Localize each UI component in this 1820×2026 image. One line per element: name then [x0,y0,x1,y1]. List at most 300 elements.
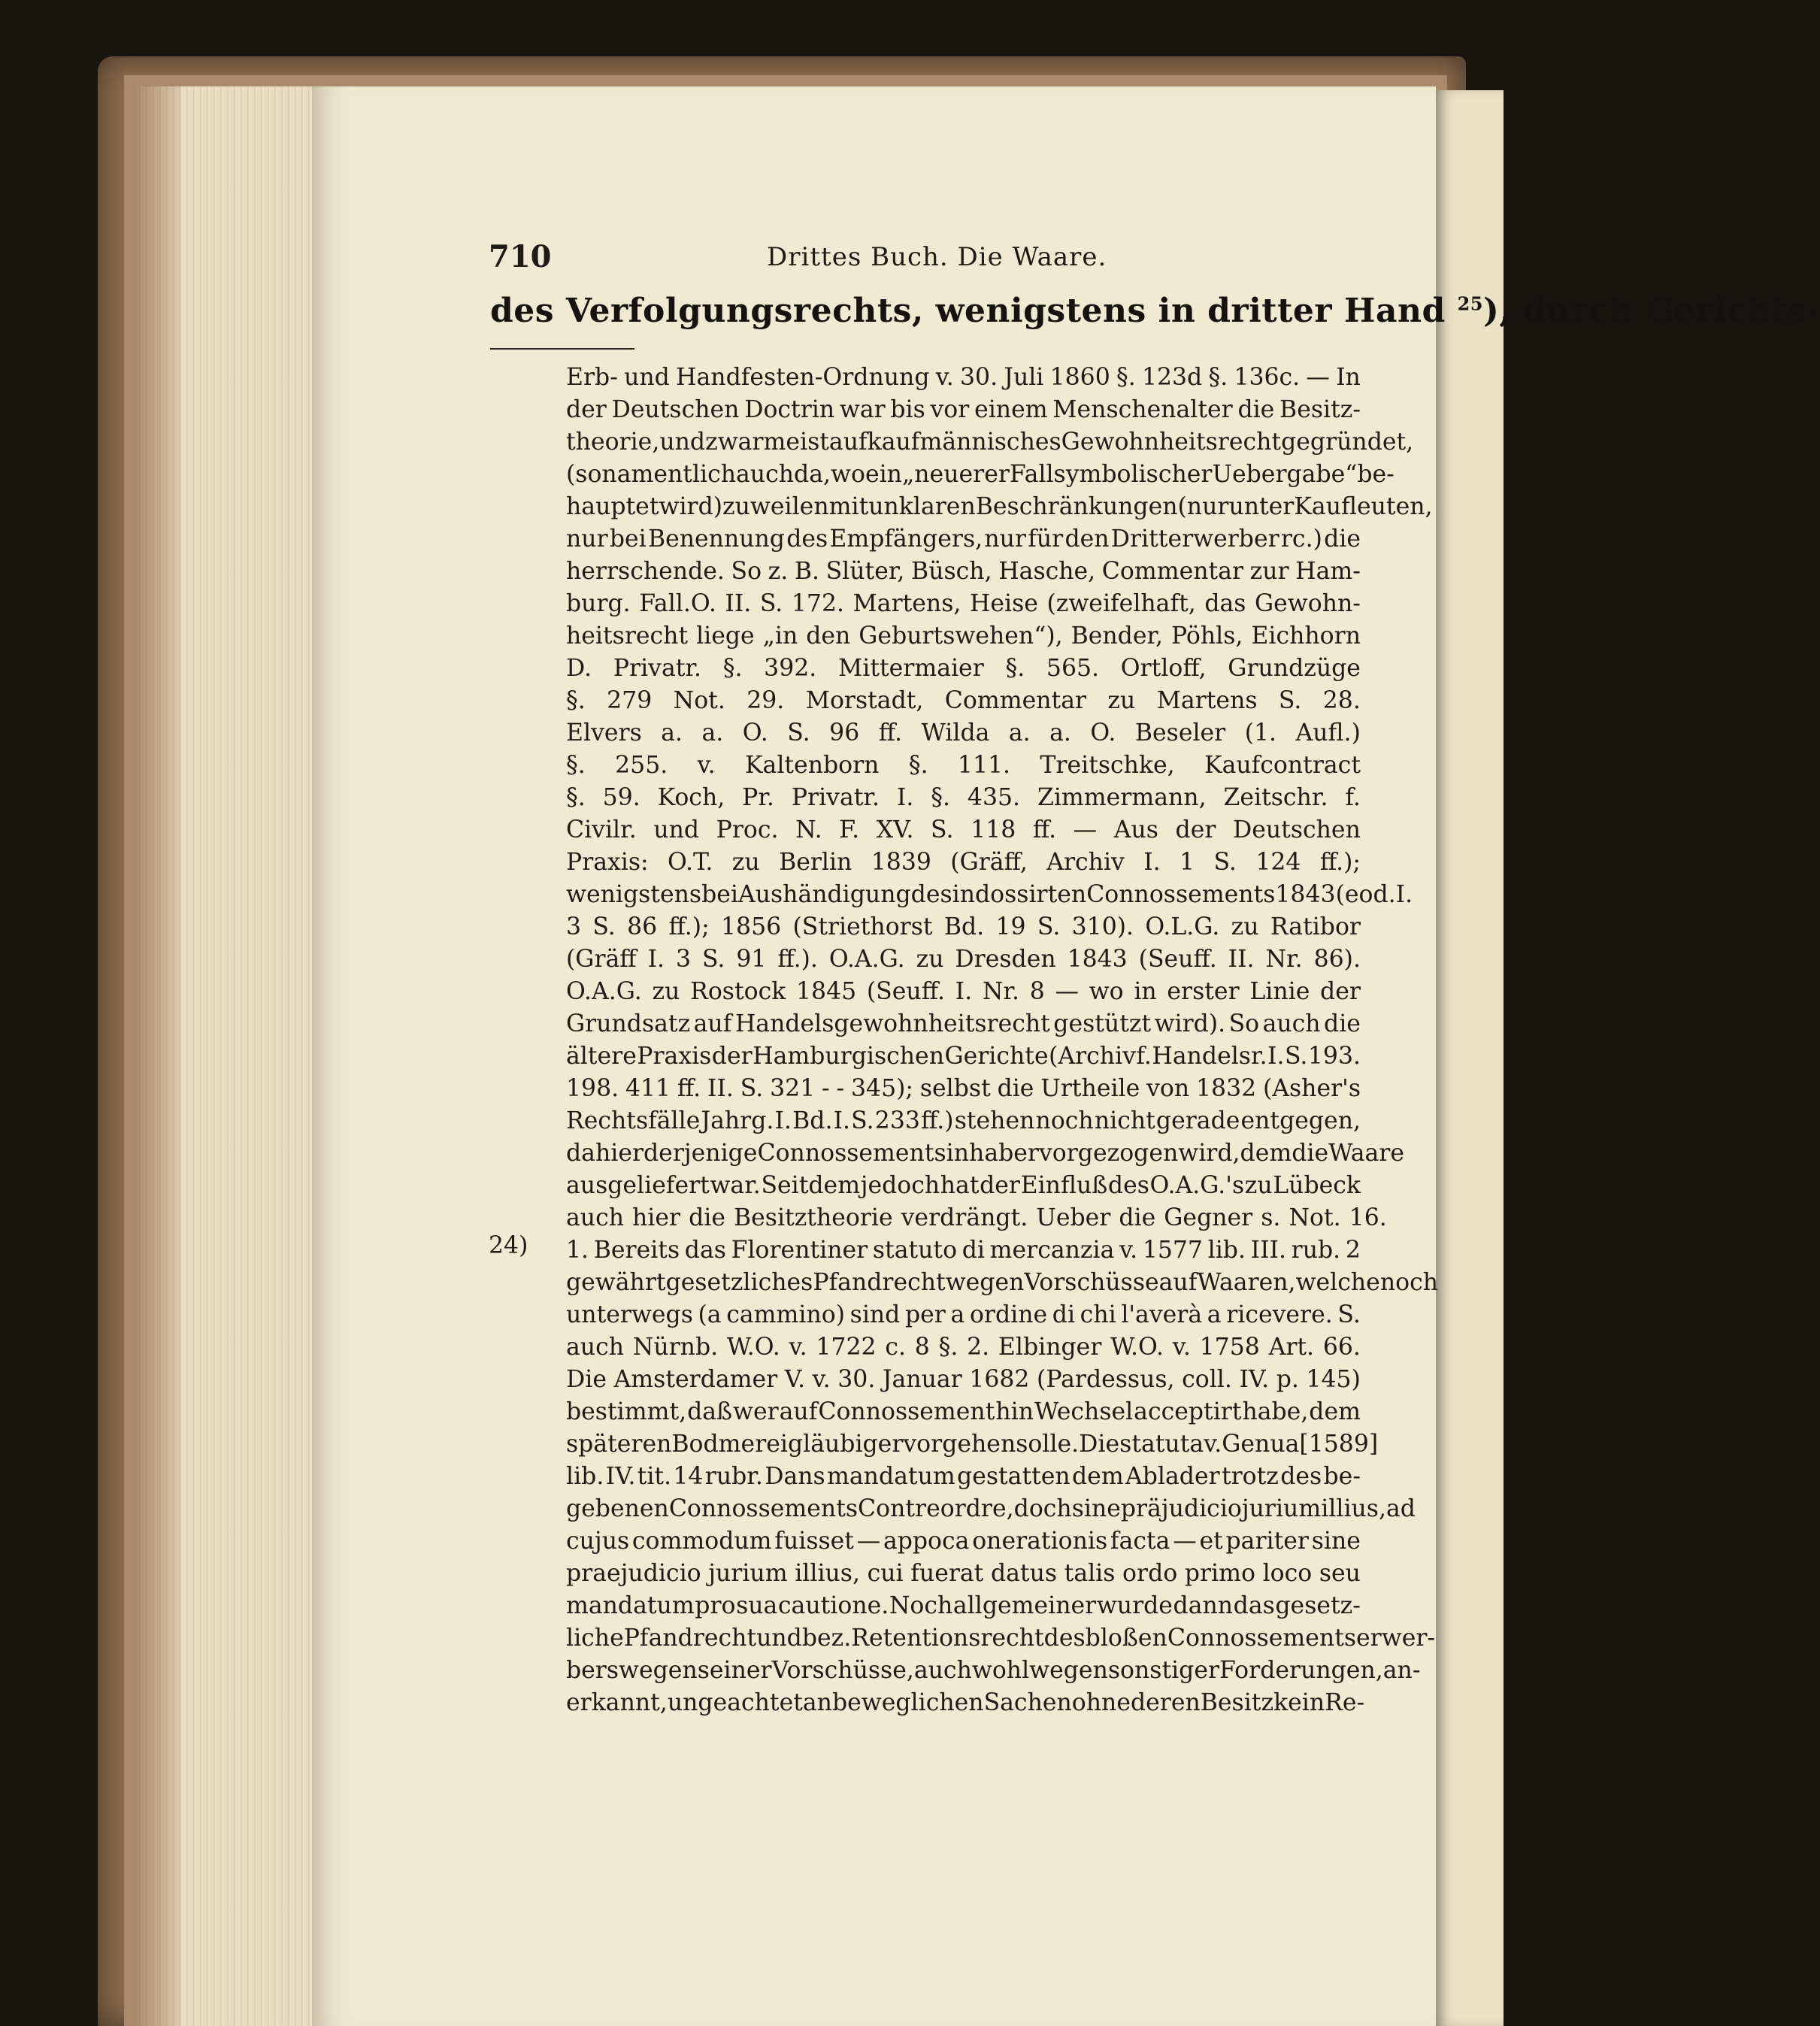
word: Zeitschr. [1223,784,1328,811]
running-head [489,239,1376,284]
page-number: 710 [489,239,552,274]
word: rub. [1291,1237,1341,1264]
word: des [1280,1463,1322,1490]
word: die [1324,525,1361,553]
word: des [910,881,952,908]
word: der [566,396,607,423]
word: 193. [1307,1043,1361,1070]
word: habe, [1242,1398,1309,1425]
word: a. [1008,719,1031,747]
word: Koch, [657,784,725,811]
footnote-line [489,717,1361,750]
word: Bender, [1070,622,1164,650]
word: zu [652,978,680,1005]
word: unterwegs [566,1301,693,1328]
word: Hamburgischen [753,1043,944,1070]
word: W.O. [726,1334,780,1361]
word: illius, [1321,1495,1386,1522]
word: der [711,1043,753,1070]
word: Aus [1113,816,1158,843]
word: Re- [1325,1689,1365,1716]
word: I. [1143,849,1161,876]
word: 136c. [1234,364,1301,391]
word: 96 [829,719,860,747]
word: loco [1262,1560,1313,1587]
word: III. [1250,1237,1286,1264]
footnote-line [489,814,1361,846]
word: (Gräff, [950,849,1028,876]
word: auch [566,1334,624,1361]
word: B. [794,558,819,585]
facing-page-strip [1436,90,1504,2026]
word: 233 [874,1107,920,1134]
word: ordine [969,1301,1048,1328]
word: S. [1037,913,1061,940]
word: O.A.G. [828,946,905,973]
word: Büsch, [911,558,992,585]
word: 345); [851,1075,914,1102]
word: Connossements [1086,881,1276,908]
word: D. [566,655,592,682]
word: mercanzia [989,1237,1115,1264]
word: symbolischer [1053,461,1213,488]
word: §. [1005,655,1025,682]
word: an- [1382,1657,1421,1684]
word: dann [1173,1592,1234,1619]
word: ausgeliefert [566,1172,710,1199]
word: Gegner [1164,1204,1253,1231]
word: §. [566,784,586,811]
word: O.A.G. [566,978,642,1005]
word: Elvers [566,719,642,747]
word: des [1107,1172,1149,1199]
word: statuta [1119,1431,1204,1458]
word: pro [695,1592,736,1619]
footnote-line [489,1622,1436,1655]
word: datus [990,1560,1058,1587]
word: Rechtsfälle [566,1107,701,1134]
footnote-line [489,1687,1365,1719]
word: Ortloff, [1120,655,1207,682]
word: 8 [914,1334,930,1361]
word: Forderungen, [1219,1657,1383,1684]
word: Art. [1268,1334,1315,1361]
footnote-line [489,394,1361,426]
word: kaufmännisches [867,429,1061,456]
word: [1589] [1299,1431,1379,1458]
word: Gerichte [944,1043,1049,1070]
word: bis [890,396,925,423]
footnote-line [489,1655,1421,1687]
word: commodum [631,1528,772,1555]
word: di [961,1237,985,1264]
word: Gewohnheitsrecht [1061,429,1282,456]
word: I. [955,978,973,1005]
word: Die [566,1366,607,1393]
word: wohl [971,1657,1030,1684]
word: (Gräff [566,946,637,973]
footnote-line [489,1170,1361,1202]
word: IV. [605,1463,636,1490]
footnote-line [489,523,1361,556]
word: den [806,622,851,650]
word: (so [566,461,602,488]
word: liege [696,622,755,650]
word: So [731,558,762,585]
word: solle. [1016,1431,1080,1458]
word: I. [896,784,914,811]
word: 565. [1046,655,1100,682]
word: 123d [1141,364,1203,391]
word: dem [1240,1140,1292,1167]
word: Gewohn- [1254,590,1361,617]
word: — [1306,364,1330,391]
word: — [1173,1528,1197,1555]
word: deren [1130,1689,1201,1716]
word: O. [1090,719,1116,747]
word: die [689,1204,725,1231]
word: ohne [1071,1689,1131,1716]
word: Nürnb. [632,1334,719,1361]
word: „in [762,622,798,650]
word: Empfängers, [829,525,983,553]
word: Bereits [593,1237,680,1264]
word: Kaltenborn [745,752,880,779]
word: Nr. [1265,946,1303,973]
word: Vorschüsse [1024,1269,1159,1296]
word: (Striethorst [792,913,933,940]
word: cui [867,1560,904,1587]
word: Urtheile [1040,1075,1140,1102]
word: a [950,1301,965,1328]
word: jurium [708,1560,788,1587]
word: (Seuff. [866,978,945,1005]
word: Ratibor [1270,913,1361,940]
word: ff. [677,1075,701,1102]
word: hier [632,1204,681,1231]
word: sonstiger [1107,1657,1220,1684]
word: Connossements [668,1495,859,1522]
word: f. [1345,784,1361,811]
word: a. [661,719,683,747]
word: Besitz- [1279,396,1361,423]
word: N. [795,816,822,843]
word: pariter [1225,1528,1309,1555]
word: Mittermaier [837,655,984,682]
word: Vorschüsse, [771,1657,914,1684]
footnote-ref: 25 [1457,292,1483,315]
word: - [822,1075,830,1102]
word: illius, [795,1560,860,1587]
word: wegen [619,1657,698,1684]
word: Commentar [1101,558,1244,585]
word: acceptirt [1134,1398,1242,1425]
word: — [1055,978,1079,1005]
word: namentlich [601,461,737,488]
word: hier [595,1140,644,1167]
word: Sachen [983,1689,1072,1716]
word: 255. [615,752,668,779]
word: W.O. [1110,1334,1164,1361]
word: O. [742,719,768,747]
word: (Seuff. [1138,946,1217,973]
word: bei [701,881,738,908]
word: sind [849,1301,901,1328]
word: doch [1013,1495,1072,1522]
word: §. [1116,364,1136,391]
footnote-line [489,1396,1361,1428]
footnote-line [489,846,1361,879]
word: 91 [736,946,767,973]
word: seu [1319,1560,1361,1587]
word: praejudicio [566,1560,701,1587]
word: wer [733,1398,779,1425]
word: die [1119,1204,1156,1231]
footnote-line [489,1267,1439,1299]
word: Connossementserwer- [1167,1625,1436,1652]
word: bers [566,1657,619,1684]
word: Besitztheorie [734,1204,893,1231]
word: §. [1208,364,1228,391]
word: Ham- [1295,558,1361,585]
word: 66. [1322,1334,1361,1361]
word: seiner [697,1657,772,1684]
word: facta [1110,1528,1170,1555]
footnote-line [489,1299,1361,1331]
word: und [659,429,706,456]
word: O.A.G.'s [1149,1172,1245,1199]
word: gegründet, [1281,429,1414,456]
word: Martens, [852,590,961,617]
footnote-line [489,1493,1416,1525]
word: wenigstens [566,881,702,908]
word: selbst [919,1075,991,1102]
word: p. [1276,1366,1299,1393]
word: 279 [607,687,653,714]
word: Geburtswehen“), [859,622,1063,650]
word: 411 [625,1075,671,1102]
word: 30. [837,1366,876,1393]
word: S. [1284,1043,1308,1070]
word: nicht [1094,1107,1155,1134]
word: cautione. [777,1592,889,1619]
word: §. [566,752,586,779]
word: an [802,1689,832,1716]
word: (nur [1177,493,1229,520]
word: 1758 [1199,1334,1260,1361]
word: zu [731,849,760,876]
word: Pöhls, [1171,622,1243,650]
word: 30. [960,364,998,391]
word: 1856 [720,913,782,940]
word: v. [1204,1431,1222,1458]
word: auch [566,1204,624,1231]
word: späteren [566,1431,672,1458]
word: appoca [883,1528,970,1555]
word: rc.) [1280,525,1322,553]
footnote-line [489,491,1433,523]
word: Privatr. [613,655,702,682]
word: Grundzüge [1228,655,1361,682]
word: (Archiv [1049,1043,1136,1070]
word: (a [698,1301,722,1328]
word: primo [1184,1560,1255,1587]
word: Juli [1004,364,1044,391]
word: noch [1379,1269,1439,1296]
word: des [786,525,828,553]
word: et [1199,1528,1223,1555]
word: 3 [566,913,582,940]
word: 1843 [1275,881,1336,908]
footnote-line [489,1428,1379,1461]
word: §. [938,1334,958,1361]
footnote-line [489,1008,1361,1040]
main-text: des Verfolgungsrechts, wenigstens in dritter Hand [490,292,1446,330]
word: Rostock [690,978,786,1005]
word: Pfandrecht [813,1269,946,1296]
word: §. [931,784,951,811]
word: 1845 [796,978,857,1005]
word: II. [1228,946,1255,973]
word: derjenige [644,1140,758,1167]
word: f. [1136,1043,1152,1070]
word: Praxis [637,1043,712,1070]
footnote-line [489,588,1361,620]
word: fuisset [774,1528,854,1555]
word: stehen [954,1107,1035,1134]
word: 1. [566,1237,589,1264]
word: wegen [945,1269,1025,1296]
word: vorgehen [903,1431,1016,1458]
word: Aufl.) [1295,719,1361,747]
word: Hasche, [998,558,1096,585]
word: Connossement [818,1398,995,1425]
word: 1682 [969,1366,1030,1393]
word: Uebergabe“ [1212,461,1358,488]
word: Retentionsrecht [851,1625,1044,1652]
word: von [1146,1075,1190,1102]
word: Elbinger [998,1334,1102,1361]
word: v. [1172,1334,1191,1361]
word: zu [1107,687,1136,714]
word: daß [687,1398,733,1425]
word: Privatr. [791,784,880,811]
word: 1 [1180,849,1195,876]
word: Waare [1328,1140,1405,1167]
word: 1832 [1195,1075,1257,1102]
word: dem [1309,1398,1361,1425]
word: gestatten [957,1463,1070,1490]
word: lib. [1207,1237,1246,1264]
footnote-line [489,459,1395,491]
word: Amsterdamer [613,1366,778,1393]
word: Nr. [982,978,1020,1005]
footnote-line [489,1234,1361,1267]
word: auf [828,429,868,456]
word: Genua [1222,1431,1300,1458]
word: präjudicio [1120,1495,1242,1522]
word: mandatum [827,1463,955,1490]
word: I. [1395,881,1413,908]
word: (zweifelhaft, [1046,590,1196,617]
word: und [624,364,670,391]
word: Deutschen [1232,816,1361,843]
word: Menschenalter [1052,396,1233,423]
word: da [566,1140,595,1167]
word: be- [1323,1463,1361,1490]
word: lib. [566,1463,604,1490]
word: 2 [1345,1237,1361,1264]
word: meist [763,429,829,456]
page-edges [135,86,316,2026]
word: der [1320,978,1361,1005]
word: a. [701,719,724,747]
word: (eod. [1335,881,1396,908]
word: wird, [1178,1140,1240,1167]
footnote-line [489,1590,1361,1622]
word: wegen [1029,1657,1108,1684]
word: 310). [1071,913,1134,940]
word: war [839,396,886,423]
footnote-line [489,1364,1361,1396]
footnote-line [489,685,1361,717]
word: gestützt [1053,1010,1152,1037]
word: I. [647,946,665,973]
word: wird) [659,493,723,520]
word: Fall [1009,461,1054,488]
word: nur [984,525,1027,553]
word: — [856,1528,881,1555]
word: erster [1167,978,1240,1005]
word: S. [851,1107,874,1134]
word: 86 [627,913,658,940]
word: S. [787,719,810,747]
word: Ablader [1125,1463,1220,1490]
word: Not. [673,687,725,714]
word: allgemeiner [952,1592,1097,1619]
word: Handelsgewohnheitsrecht [734,1010,1050,1037]
word: I. [1267,1043,1285,1070]
word: onerationis [972,1528,1108,1555]
word: Benennung [647,525,785,553]
word: noch [1035,1107,1094,1134]
word: vorgezogen [1038,1140,1179,1167]
word: S. [1337,1301,1361,1328]
word: indossirten [952,881,1087,908]
word: beweglichen [831,1689,984,1716]
word: 1860 [1049,364,1110,391]
word: V. [784,1366,806,1393]
word: jedoch [860,1172,940,1199]
footnote-line [489,1073,1361,1105]
word: Seitdem [761,1172,861,1199]
word: des [1043,1625,1086,1652]
word: Pr. [742,784,774,811]
word: Beseler [1134,719,1226,747]
word: Noch [889,1592,953,1619]
word: Waaren, [1197,1269,1296,1296]
word: 435. [967,784,1021,811]
word: welche [1295,1269,1380,1296]
word: gewährt [566,1269,666,1296]
word: trotz [1221,1463,1279,1490]
word: dem [1072,1463,1124,1490]
word: unklaren [868,493,976,520]
word: wo [1089,978,1124,1005]
word: Contreordre, [858,1495,1014,1522]
word: bestimmt, [566,1398,687,1425]
word: S. [931,816,954,843]
